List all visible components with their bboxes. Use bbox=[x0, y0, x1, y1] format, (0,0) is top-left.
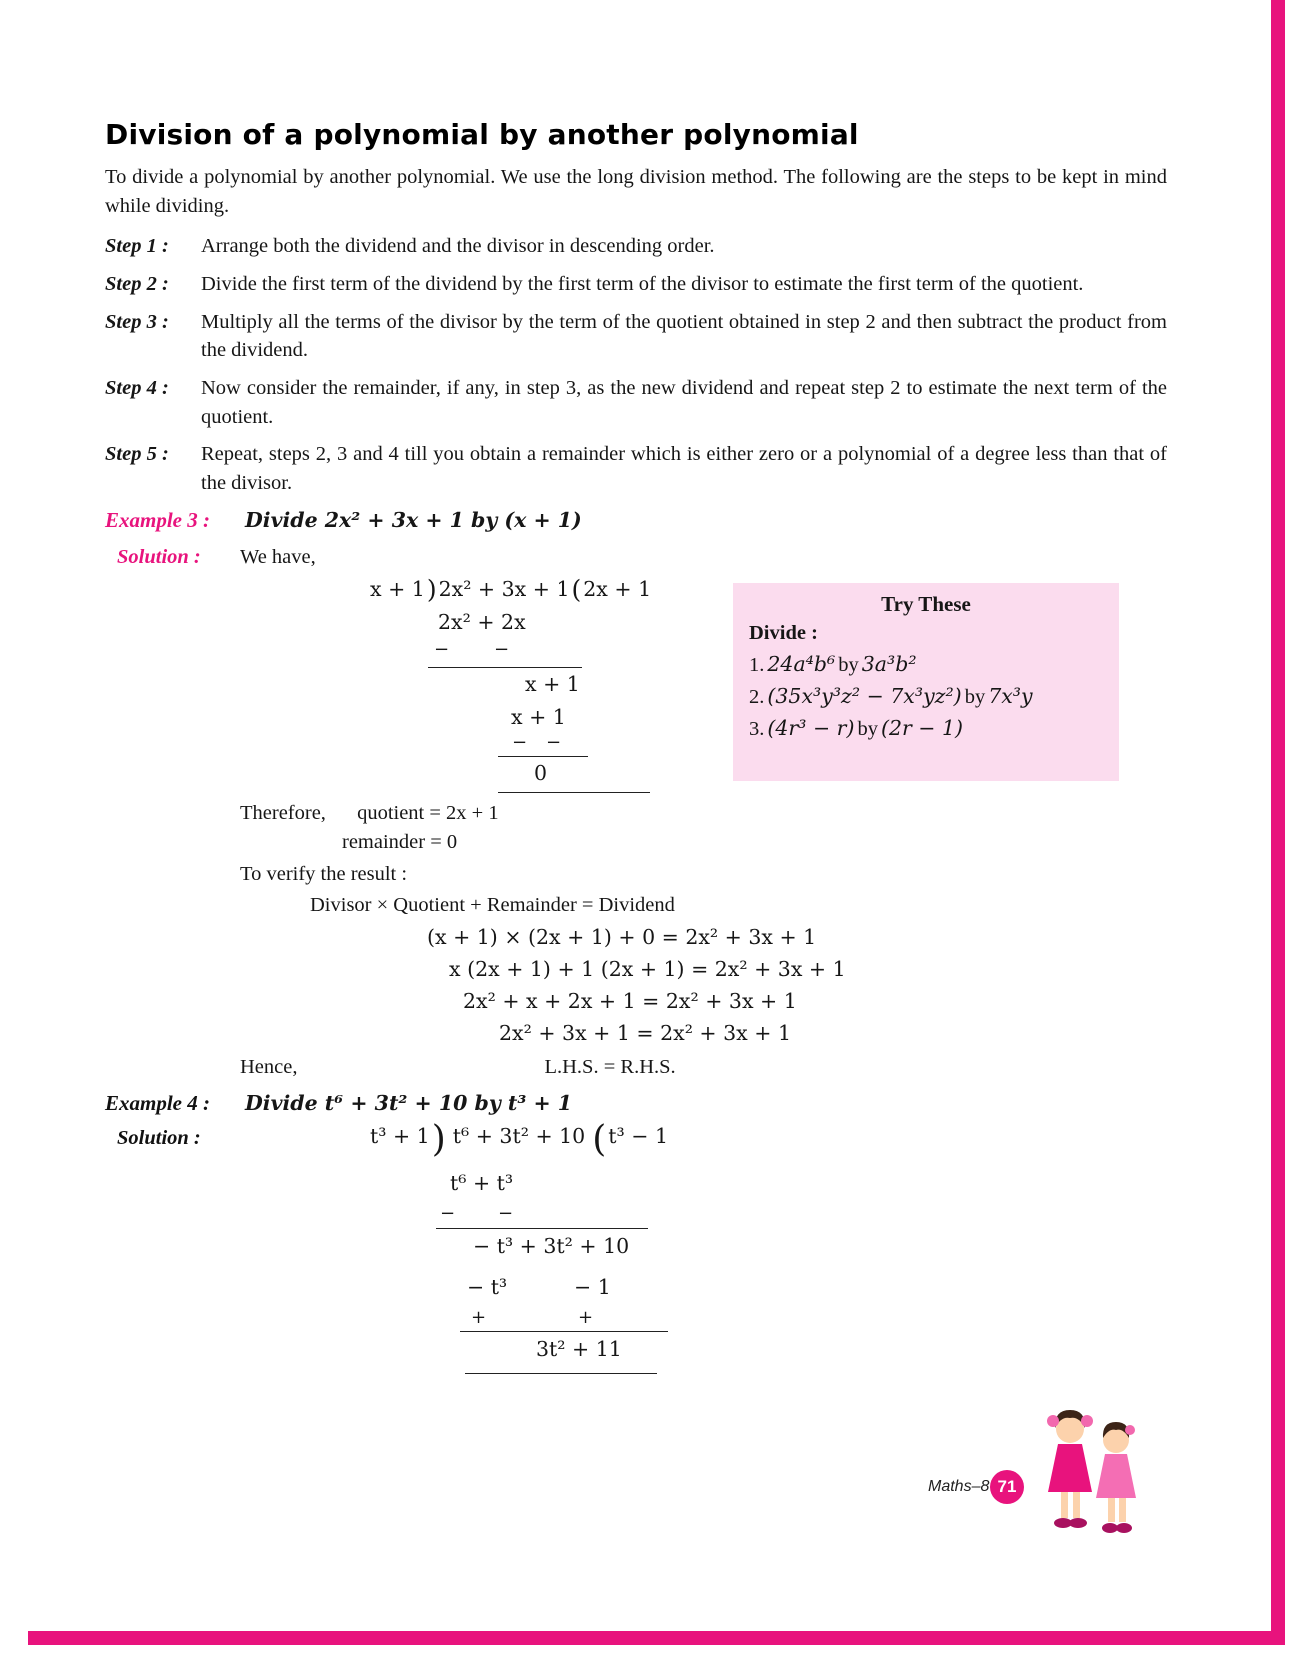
verify-heading: To verify the result : bbox=[240, 862, 408, 885]
minus-sign: − bbox=[498, 1202, 514, 1224]
intro-paragraph: To divide a polynomial by another polynomial. We use the long division method. The following are the steps to be kept in mind while dividing. bbox=[105, 166, 1167, 218]
quotient: t³ − 1 bbox=[608, 1123, 668, 1148]
page-border-right bbox=[1271, 0, 1285, 1631]
section-title: Division of a polynomial by another polynomial bbox=[105, 118, 859, 151]
hence-line bbox=[240, 1056, 1167, 1079]
step-label: Step 1 : bbox=[105, 235, 169, 258]
dividend: 2x² + 3x + 1 bbox=[438, 576, 570, 601]
verify-line: (x + 1) × (2x + 1) + 0 = 2x² + 3x + 1 bbox=[427, 924, 817, 949]
step-label: Step 4 : bbox=[105, 376, 169, 399]
division-rule bbox=[436, 1228, 648, 1229]
divisor-expression: 3a³b² bbox=[861, 651, 917, 676]
step-4 bbox=[105, 374, 1167, 431]
dividend: t⁶ + 3t² + 10 bbox=[452, 1123, 586, 1148]
product-row: x + 1 bbox=[511, 704, 566, 729]
solution3-label: Solution : bbox=[117, 545, 201, 568]
item-number: 1. bbox=[749, 653, 765, 676]
division-rule bbox=[465, 1373, 657, 1374]
kids-illustration bbox=[1032, 1402, 1150, 1544]
quotient-paren: ( bbox=[592, 1118, 607, 1160]
step-label: Step 5 : bbox=[105, 443, 169, 466]
long-division-ex4 bbox=[370, 1118, 810, 1379]
step-text: Arrange both the dividend and the divisor in descending order. bbox=[201, 235, 715, 258]
final-remainder: 0 bbox=[534, 760, 548, 785]
example4-solution-area bbox=[105, 1118, 1167, 1382]
verify-line: x (2x + 1) + 1 (2x + 1) = 2x² + 3x + 1 bbox=[449, 956, 846, 981]
solution4-label: Solution : bbox=[117, 1126, 201, 1149]
item-number: 2. bbox=[749, 685, 765, 708]
steps-list bbox=[105, 232, 1167, 498]
divisor: t³ + 1 bbox=[370, 1123, 430, 1148]
plus-sign: + bbox=[471, 1306, 487, 1328]
product-row: 2x² + 2x bbox=[438, 609, 526, 634]
remainder-row: − t³ + 3t² + 10 bbox=[473, 1233, 630, 1258]
try-these-box bbox=[733, 583, 1119, 781]
product-row: t⁶ + t³ bbox=[450, 1170, 514, 1195]
page-number-badge: 71 bbox=[990, 1470, 1024, 1504]
try-these-item-1 bbox=[749, 652, 1103, 677]
by-word: by bbox=[838, 653, 859, 676]
division-head bbox=[370, 1118, 810, 1160]
try-these-item-2 bbox=[749, 684, 1103, 709]
quotient-paren: ( bbox=[571, 574, 582, 604]
step-label: Step 2 : bbox=[105, 272, 169, 295]
try-these-divide-label: Divide : bbox=[749, 621, 818, 644]
remainder-row: x + 1 bbox=[525, 671, 580, 696]
by-word: by bbox=[964, 685, 986, 708]
solution3-intro: We have, bbox=[240, 545, 316, 568]
step-text: Multiply all the terms of the divisor by the term of the quotient obtained in step 2 and then subtract the product from the dividend. bbox=[201, 310, 1167, 362]
dividend-expression: (4r³ − r) bbox=[767, 715, 855, 740]
plus-sign: + bbox=[578, 1306, 594, 1328]
minus-sign: − bbox=[546, 731, 562, 753]
verify-line: 2x² + x + 2x + 1 = 2x² + 3x + 1 bbox=[463, 988, 797, 1013]
divisor-expression: 7x³y bbox=[988, 683, 1033, 708]
quotient: 2x + 1 bbox=[583, 576, 652, 601]
example4-label: Example 4 : bbox=[105, 1090, 210, 1115]
minus-sign: − bbox=[434, 638, 450, 660]
page-content bbox=[105, 118, 1167, 1382]
verify-line: Divisor × Quotient + Remainder = Dividend bbox=[310, 893, 675, 916]
division-paren: ) bbox=[426, 574, 437, 604]
dividend-expression: (35x³y³z² − 7x³yz²) bbox=[767, 683, 962, 708]
minus-sign: − bbox=[512, 731, 528, 753]
kid-right bbox=[1096, 1422, 1136, 1533]
quotient-result: quotient = 2x + 1 bbox=[357, 801, 499, 824]
product-row: − 1 bbox=[574, 1274, 611, 1299]
footer-book-label: Maths–8 bbox=[928, 1478, 990, 1495]
step-3 bbox=[105, 308, 1167, 365]
division-rule bbox=[460, 1331, 668, 1332]
example4-problem: Divide t⁶ + 3t² + 10 by t³ + 1 bbox=[245, 1090, 573, 1115]
example4-heading bbox=[105, 1091, 1167, 1116]
therefore-line bbox=[240, 802, 1167, 825]
minus-sign: − bbox=[494, 638, 510, 660]
verify-line: 2x² + 3x + 1 = 2x² + 3x + 1 bbox=[499, 1020, 791, 1045]
division-rule bbox=[498, 756, 588, 757]
example3-problem: Divide 2x² + 3x + 1 by (x + 1) bbox=[245, 507, 582, 532]
kid-left bbox=[1047, 1410, 1093, 1528]
example3-work-area bbox=[105, 575, 1167, 793]
example3-solution-row bbox=[105, 546, 1167, 569]
lhs-rhs-result: L.H.S. = R.H.S. bbox=[544, 1055, 676, 1078]
by-word: by bbox=[857, 717, 878, 740]
step-1 bbox=[105, 232, 1167, 261]
step-text: Divide the first term of the dividend by the first term of the divisor to estimate the first term of the quotient. bbox=[201, 272, 1084, 295]
try-these-title: Try These bbox=[881, 591, 971, 616]
step-label: Step 3 : bbox=[105, 310, 169, 333]
hence-label: Hence, bbox=[240, 1055, 298, 1078]
item-number: 3. bbox=[749, 717, 765, 740]
step-5 bbox=[105, 440, 1167, 497]
divisor: x + 1 bbox=[370, 576, 425, 601]
division-rule bbox=[428, 667, 582, 668]
division-paren: ) bbox=[431, 1118, 446, 1160]
therefore-label: Therefore, bbox=[240, 801, 326, 824]
divisor-expression: (2r − 1) bbox=[880, 715, 964, 740]
product-row: − t³ bbox=[467, 1274, 508, 1299]
remainder-result: remainder = 0 bbox=[342, 830, 458, 853]
dividend-expression: 24a⁴b⁶ bbox=[767, 651, 836, 676]
division-rule bbox=[498, 792, 650, 793]
step-2 bbox=[105, 270, 1167, 299]
page-border-bottom bbox=[28, 1631, 1285, 1645]
step-text: Repeat, steps 2, 3 and 4 till you obtain a remainder which is either zero or a polynomial of a degree less than that of the divisor. bbox=[201, 443, 1167, 495]
minus-sign: − bbox=[440, 1202, 456, 1224]
step-text: Now consider the remainder, if any, in step 3, as the new dividend and repeat step 2 to estimate the next term of the quotient. bbox=[201, 376, 1167, 428]
final-remainder: 3t² + 11 bbox=[536, 1336, 622, 1361]
example3-heading bbox=[105, 508, 1167, 533]
try-these-item-3 bbox=[749, 716, 1103, 741]
example3-label: Example 3 : bbox=[105, 507, 210, 532]
